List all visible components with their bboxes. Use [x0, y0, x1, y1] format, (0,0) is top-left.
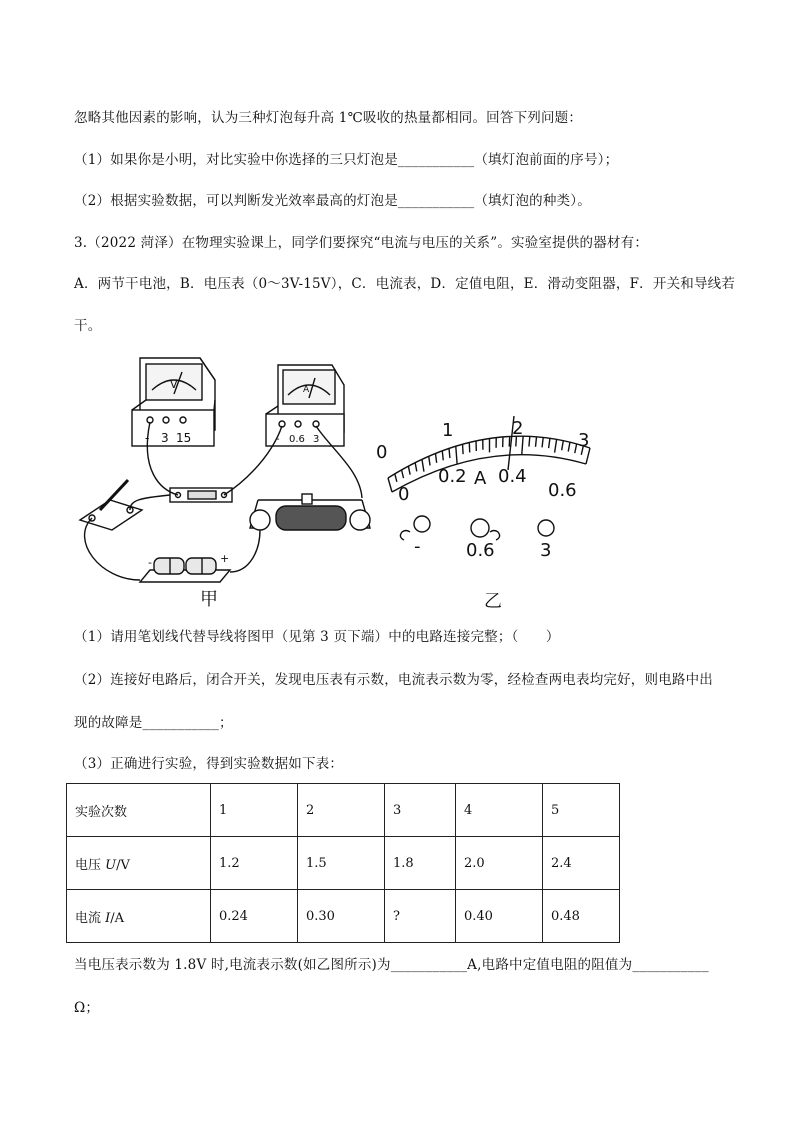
dial-tick — [429, 456, 430, 465]
line-2: （1）如果你是小明，对比实验中你选择的三只灯泡是___________（填灯泡前面的序号）； — [74, 152, 619, 168]
battery-icon — [140, 558, 230, 582]
answer-line-2: Ω； — [74, 1000, 100, 1016]
table-cell: 5 — [543, 784, 620, 837]
caption-jia: 甲 — [200, 589, 218, 610]
table-cell: ? — [385, 890, 456, 943]
dial-terminal-minus: - — [414, 536, 421, 557]
dial-tick — [535, 437, 536, 447]
ammeter-dial — [376, 416, 590, 561]
circuit-figure — [70, 350, 710, 620]
table-cell: 1.5 — [298, 837, 385, 890]
table-row-voltage — [67, 837, 620, 890]
voltmeter-letter: V — [170, 378, 178, 391]
table-cell: 0.30 — [298, 890, 385, 943]
row-var: I — [105, 910, 111, 926]
dial-tick — [408, 466, 410, 475]
rheostat-icon — [250, 494, 370, 530]
dial-unit-a: A — [474, 468, 487, 489]
dial-tick — [435, 453, 436, 462]
ammeter-term-06: 0.6 — [289, 434, 305, 445]
dial-bottom-label-06: 0.6 — [548, 480, 577, 501]
row-unit: /A — [110, 910, 125, 926]
dial-top-label-0: 0 — [376, 442, 388, 463]
dial-tick — [395, 474, 397, 482]
dial-top-label-3: 3 — [578, 430, 590, 451]
dial-tick — [555, 439, 557, 452]
dial-tick — [442, 451, 443, 460]
dial-tick — [542, 437, 543, 447]
line-5: A．两节干电池，B．电压表（0～3V-15V），C．电流表，D．定值电阻，E．滑动变阻器，F．开关和导线若 — [74, 276, 736, 292]
circuit-figure-svg — [70, 350, 710, 620]
dial-tick — [456, 446, 457, 464]
dial-bottom-label-04: 0.4 — [498, 466, 527, 487]
row-unit: /V — [116, 857, 130, 873]
dial-tick — [402, 470, 404, 478]
dial-bottom-label-02: 0.2 — [438, 466, 467, 487]
table-cell: 2.4 — [543, 837, 620, 890]
dial-tick — [549, 438, 550, 448]
dial-tick — [415, 463, 417, 472]
table-cell: 1.2 — [211, 837, 298, 890]
line-4: 3.（2022 菏泽）在物理实验课上，同学们要探究“电流与电压的关系”。实验室提供的器材有： — [74, 235, 649, 251]
question-2: （2）连接好电路后，闭合开关，发现电压表有示数，电流表示数为零，经检查两电表均完好，则电路中出 — [74, 672, 713, 688]
battery-plus: + — [220, 552, 230, 565]
voltmeter-term-minus: - — [145, 431, 150, 445]
dial-bottom-label-0: 0 — [398, 484, 410, 505]
row-label: 电压 — [75, 857, 102, 873]
dial-tick — [463, 444, 464, 454]
table-cell: 2.0 — [456, 837, 543, 890]
dial-tick — [449, 448, 450, 458]
question-2-cont: 现的故障是___________； — [74, 715, 233, 731]
table-row-current — [67, 890, 620, 943]
table-cell: 4 — [456, 784, 543, 837]
battery-minus: - — [148, 556, 152, 569]
dial-top-label-2: 2 — [512, 418, 524, 439]
dial-top-label-1: 1 — [442, 420, 454, 441]
ammeter-letter: A — [303, 385, 310, 395]
table-cell: 0.48 — [543, 890, 620, 943]
table-cell: 0.24 — [211, 890, 298, 943]
dial-tick — [422, 459, 424, 471]
voltmeter-term-3: 3 — [161, 431, 169, 445]
table-cell: 2 — [298, 784, 385, 837]
table-cell-label — [67, 890, 211, 943]
row-var: U — [105, 857, 117, 873]
line-6: 干。 — [74, 318, 102, 334]
resistor-icon — [170, 488, 232, 502]
ammeter-term-3: 3 — [313, 434, 320, 445]
dial-tick — [388, 478, 392, 492]
ammeter-term-minus: - — [276, 434, 280, 445]
dial-tick — [568, 442, 570, 451]
row-label: 电流 — [75, 910, 102, 926]
caption-yi: 乙 — [484, 591, 502, 612]
voltmeter-term-15: 15 — [176, 431, 192, 445]
table-cell: 3 — [385, 784, 456, 837]
question-1: （1）请用笔划线代替导线将图甲（见第 3 页下端）中的电路连接完整；（ ） — [74, 629, 560, 645]
question-3: （3）正确进行实验，得到实验数据如下表： — [74, 756, 344, 772]
dial-terminal-3: 3 — [540, 540, 552, 561]
line-3: （2）根据实验数据，可以判断发光效率最高的灯泡是___________（填灯泡的种类）。 — [74, 193, 591, 209]
dial-tick — [575, 444, 577, 453]
dial-tick — [562, 441, 564, 451]
table-cell: 实验次数 — [67, 784, 211, 837]
table-cell: 1.8 — [385, 837, 456, 890]
table-cell: 1 — [211, 784, 298, 837]
dial-tick — [529, 436, 530, 446]
table-cell-label — [67, 837, 211, 890]
table-cell: 0.40 — [456, 890, 543, 943]
dial-terminal-06: 0.6 — [466, 540, 495, 561]
data-table — [66, 783, 620, 943]
answer-line-1: 当电压表示数为 1.8V 时,电流表示数(如乙图所示)为___________A,电路中定值电阻的阻值为___________ — [74, 957, 709, 973]
switch-icon — [80, 480, 142, 530]
line-1: 忽略其他因素的影响，认为三种灯泡每升高 1℃吸收的热量都相同。回答下列问题： — [74, 110, 583, 126]
table-row-header — [67, 784, 620, 837]
